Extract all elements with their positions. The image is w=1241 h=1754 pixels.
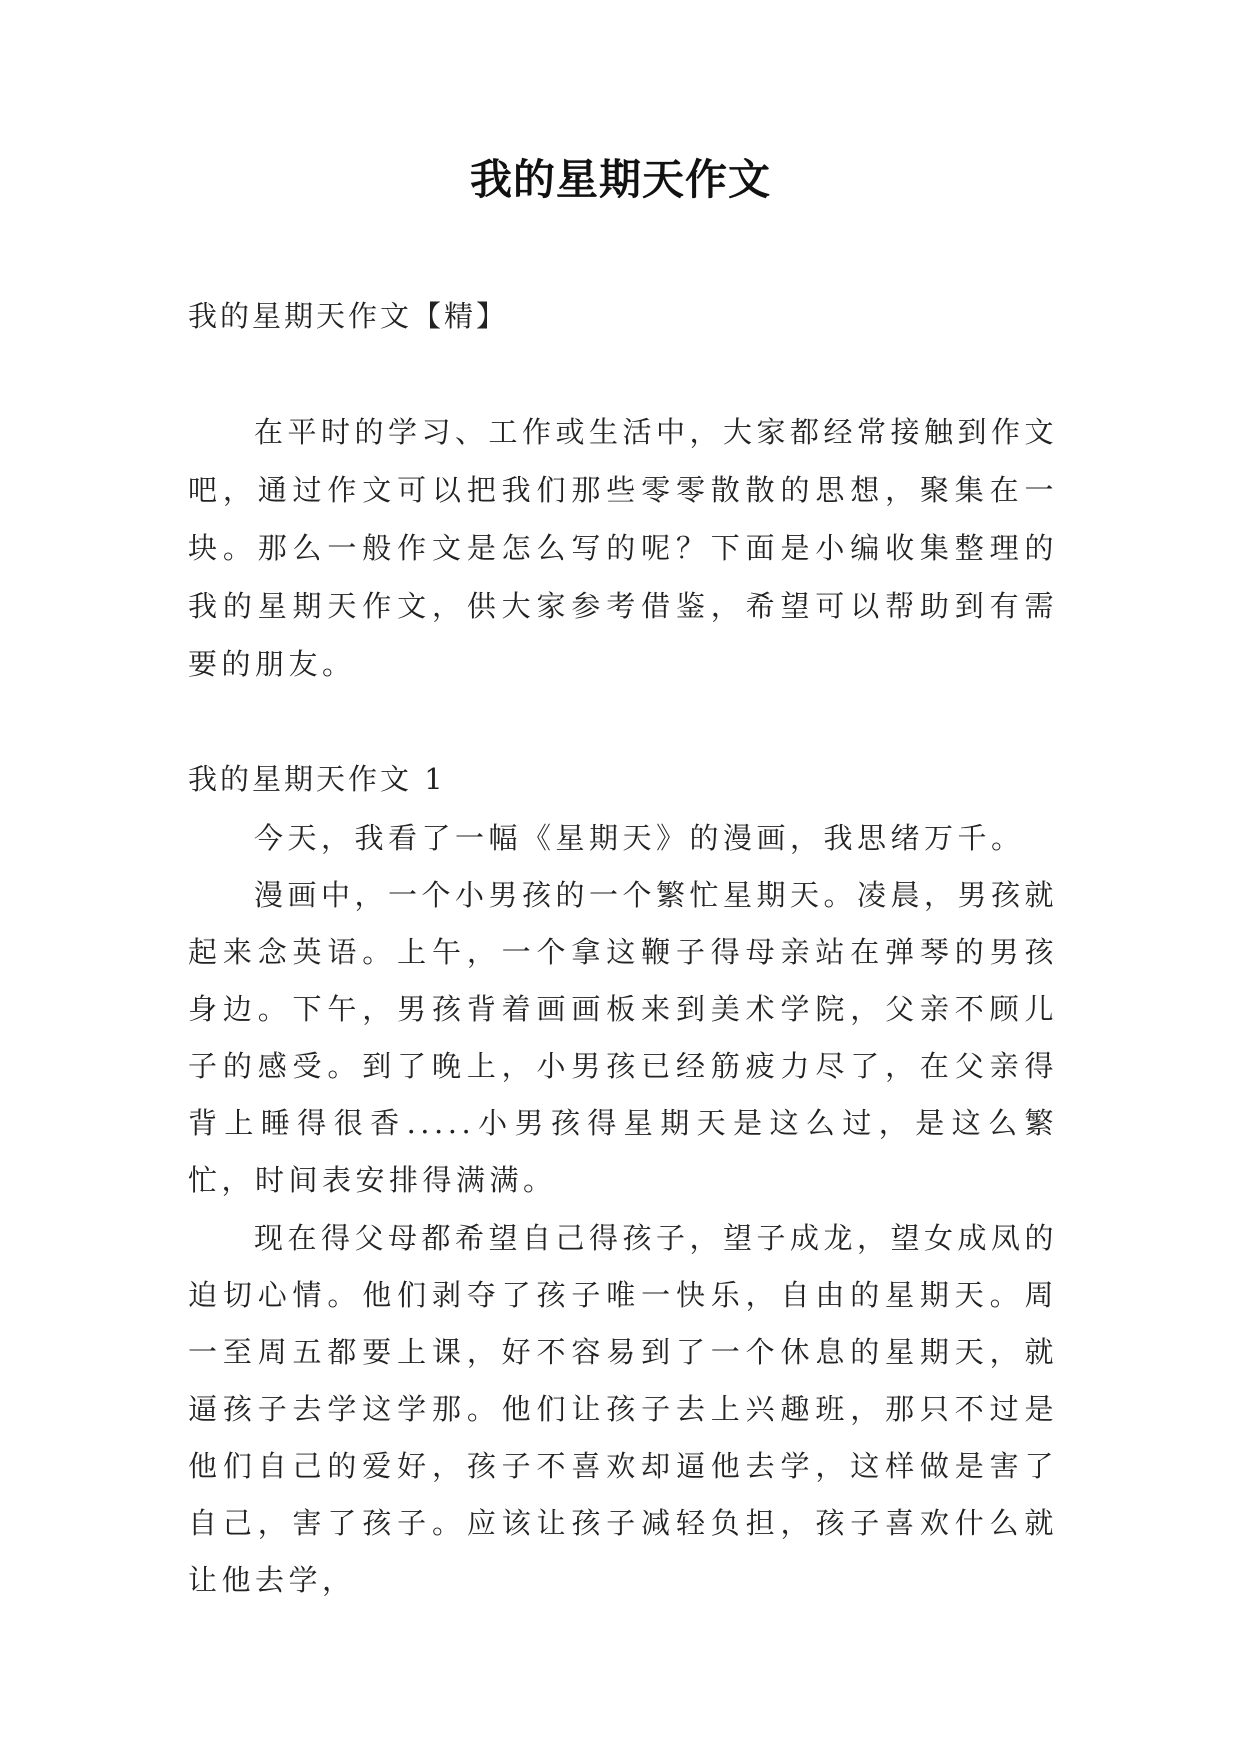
section-heading: 我的星期天作文 1 [188,762,446,796]
body-paragraph: 今天，我看了一幅《星期天》的漫画，我思绪万千。 [254,821,1025,855]
intro-paragraph: 在平时的学习、工作或生活中，大家都经常接触到作文吧，通过作文可以把我们那些零零散散的思想，聚集在一块。那么一般作文是怎么写的呢？下面是小编收集整理的我的星期天作文，供大家参考借鉴，希望可以帮助到有需要的朋友。 [188,415,1059,681]
document-subtitle: 我的星期天作文【精】 [188,299,509,333]
body-paragraph: 漫画中，一个小男孩的一个繁忙星期天。凌晨，男孩就起来念英语。上午，一个拿这鞭子得母亲站在弹琴的男孩身边。下午，男孩背着画画板来到美术学院，父亲不顾儿子的感受。到了晚上，小男孩已经筋疲力尽了，在父亲得背上睡得很香.....小男孩得星期天是这么过，是这么繁忙，时间表安排得满满。 [188,878,1059,1197]
page-title: 我的星期天作文 [469,155,771,204]
body-paragraph: 现在得父母都希望自己得孩子，望子成龙，望女成凤的迫切心情。他们剥夺了孩子唯一快乐，自由的星期天。周一至周五都要上课，好不容易到了一个休息的星期天，就逼孩子去学这学那。他们让孩子去上兴趣班，那只不过是他们自己的爱好，孩子不喜欢却逼他去学，这样做是害了自己，害了孩子。应该让孩子减轻负担，孩子喜欢什么就让他去学， [188,1221,1059,1597]
